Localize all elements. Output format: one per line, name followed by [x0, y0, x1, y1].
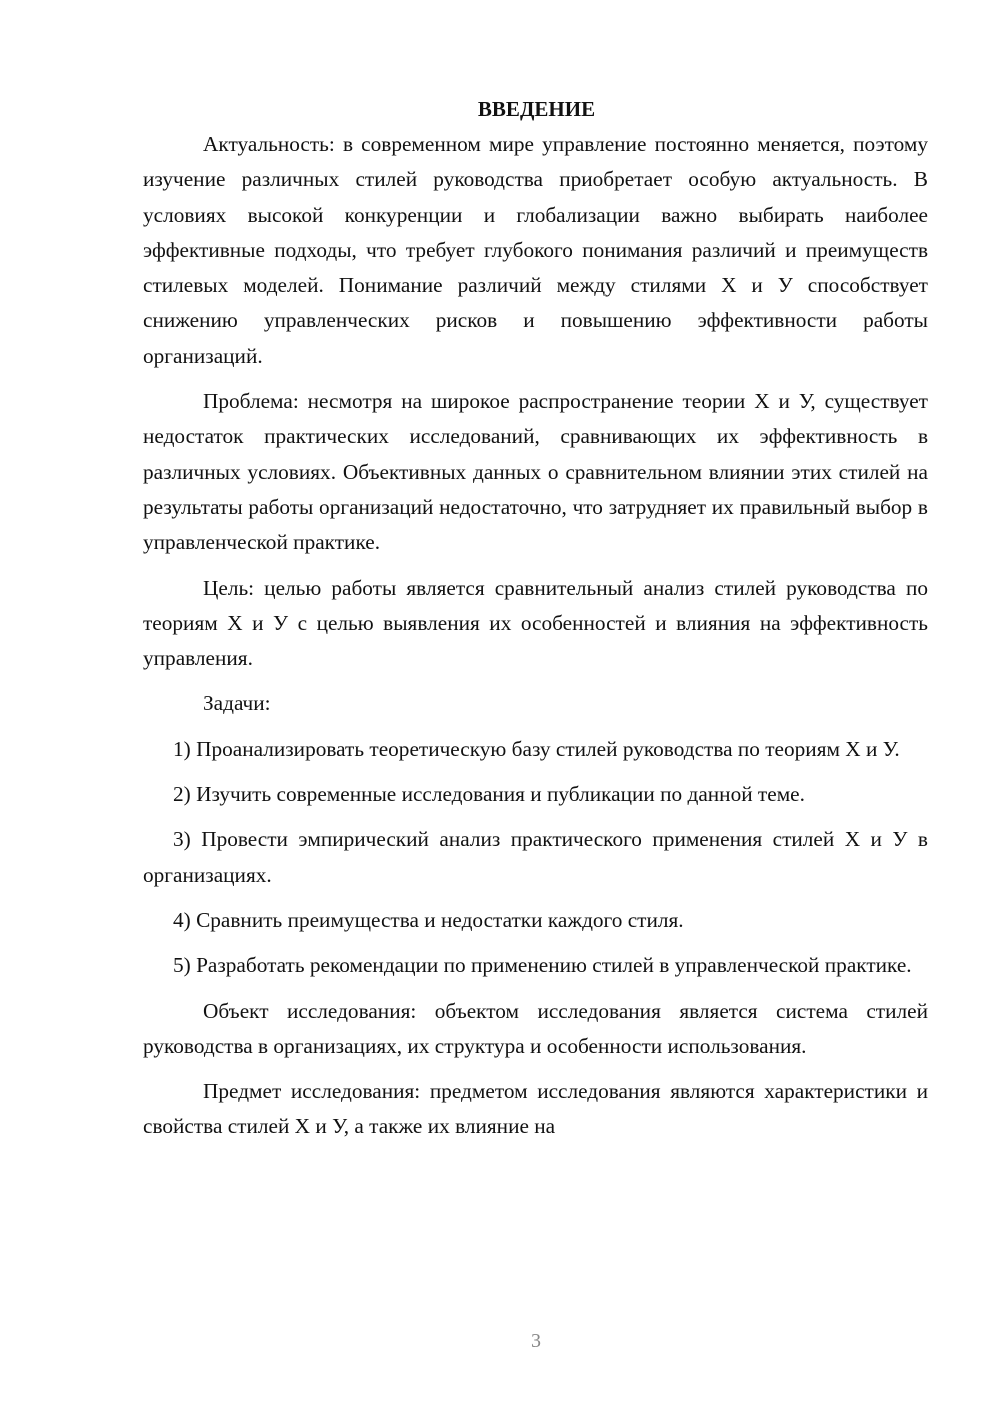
task-item-3: 3) Провести эмпирический анализ практического применения стилей Х и У в организациях. — [143, 827, 928, 887]
tasks-heading: Задачи: — [203, 691, 271, 716]
task-item-5: 5) Разработать рекомендации по применению стилей в управленческой практике. — [173, 953, 912, 978]
page-number: 3 — [531, 1330, 541, 1352]
paragraph-relevance: Актуальность: в современном мире управление постоянно меняется, поэтому изучение различных стилей руководства приобретает особую актуальность. В условиях высокой конкуренции и глобализации важно выбирать наиболее эффективные подходы, что требует глубокого понимания различий и преимуществ стилевых моделей. Понимание различий между стилями Х и У способствует снижению управленческих рисков и повышению эффективности работы организаций. — [143, 132, 928, 368]
paragraph-problem: Проблема: несмотря на широкое распространение теории Х и У, существует недостаток практических исследований, сравнивающих их эффективность в различных условиях. Объективных данных о сравнительном влиянии этих стилей на результаты работы организаций недостаточно, что затрудняет их правильный выбор в управленческой практике. — [143, 389, 928, 555]
task-item-1: 1) Проанализировать теоретическую базу стилей руководства по теориям Х и У. — [173, 736, 900, 761]
paragraph-object: Объект исследования: объектом исследования является система стилей руководства в организациях, их структура и особенности использования. — [143, 998, 928, 1058]
task-item-2: 2) Изучить современные исследования и публикации по данной теме. — [173, 782, 805, 807]
paragraph-subject: Предмет исследования: предметом исследования являются характеристики и свойства стилей Х и У, а также их влияние на — [143, 1079, 928, 1139]
paragraph-goal: Цель: целью работы является сравнительный анализ стилей руководства по теориям Х и У с целью выявления их особенностей и влияния на эффективность управления. — [143, 575, 928, 671]
document-page — [143, 92, 928, 1155]
task-item-4: 4) Сравнить преимущества и недостатки каждого стиля. — [173, 907, 684, 932]
section-title: ВВЕДЕНИЕ — [477, 97, 596, 121]
